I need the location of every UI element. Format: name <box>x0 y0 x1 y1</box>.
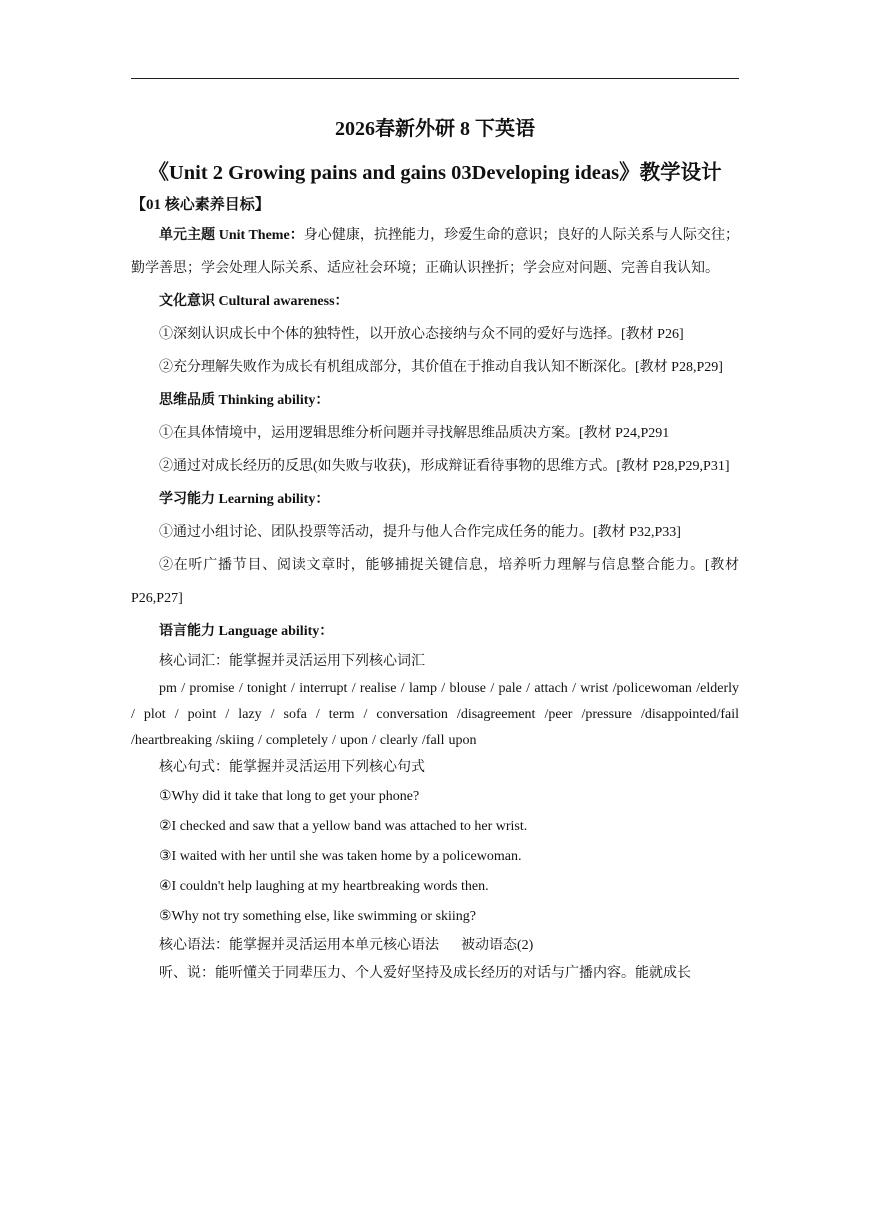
learning-item-1: ①通过小组讨论、团队投票等活动，提升与他人合作完成任务的能力。[教材 P32,P33] <box>159 525 681 540</box>
sentence-item-4: ④I couldn't help laughing at my heartbreaking words then. <box>159 879 489 894</box>
unit-theme-text: 身心健康，抗挫能力，珍爱生命的意识；良好的人际关系与人际交往；勤学善思；学会处理人际关系、适应社会环境；正确认识挫折；学会应对问题、完善自我认知。 <box>131 228 739 276</box>
thinking-item-2: ②通过对成长经历的反思(如失败与收获)，形成辩证看待事物的思维方式。[教材 P28,P29,P31] <box>159 459 730 474</box>
unit-theme-paragraph <box>131 219 739 285</box>
cultural-awareness-label: 文化意识 Cultural awareness： <box>159 294 349 309</box>
grammar-line <box>131 932 739 960</box>
vocab-intro: 核心词汇：能掌握并灵活运用下列核心词汇 <box>159 654 425 669</box>
document-page <box>131 113 739 988</box>
sentence-item-1: ①Why did it take that long to get your phone? <box>159 789 420 804</box>
sentence-item-2: ②I checked and saw that a yellow band was attached to her wrist. <box>159 819 528 834</box>
document-title: 2026春新外研 8 下英语 <box>335 118 535 140</box>
cultural-item-2: ②充分理解失败作为成长有机组成部分，其价值在于推动自我认知不断深化。[教材 P28,P29] <box>159 360 723 375</box>
sentence-item-5: ⑤Why not try something else, like swimming or skiing? <box>159 909 477 924</box>
cultural-item-1: ①深刻认识成长中个体的独特性，以开放心态接纳与众不同的爱好与选择。[教材 P26] <box>159 327 684 342</box>
learning-item-2: ②在听广播节目、阅读文章时，能够捕捉关键信息，培养听力理解与信息整合能力。[教材 P26,P27] <box>131 558 739 606</box>
vocab-list: pm / promise / tonight / interrupt / realise / lamp / blouse / pale / attach / wrist /policewoman /elderly / plot / point / lazy / sofa / term / conversation /disagreement /peer /pressure /disappointed/fail /heartbreaking /skiing / completely / upon / clearly /fall upon <box>131 681 739 748</box>
grammar-intro: 核心语法：能掌握并灵活运用本单元核心语法 <box>159 938 439 953</box>
top-rule <box>131 78 739 79</box>
sentence-intro: 核心句式：能掌握并灵活运用下列核心句式 <box>159 760 425 775</box>
thinking-ability-label: 思维品质 Thinking ability： <box>159 393 330 408</box>
grammar-topic: 被动语态(2) <box>461 938 534 953</box>
language-ability-label: 语言能力 Language ability： <box>159 624 334 639</box>
thinking-item-1: ①在具体情境中，运用逻辑思维分析问题并寻找解思维品质决方案。[教材 P24,P291 <box>159 426 670 441</box>
sentence-item-3: ③I waited with her until she was taken home by a policewoman. <box>159 849 522 864</box>
listening-speaking-line: 听、说：能听懂关于同辈压力、个人爱好坚持及成长经历的对话与广播内容。能就成长 <box>159 966 691 981</box>
document-subtitle: 《Unit 2 Growing pains and gains 03Developing ideas》教学设计 <box>148 162 722 184</box>
section-heading: 【01 核心素养目标】 <box>131 197 270 213</box>
unit-theme-label: 单元主题 Unit Theme： <box>159 228 304 243</box>
learning-ability-label: 学习能力 Learning ability： <box>159 492 330 507</box>
